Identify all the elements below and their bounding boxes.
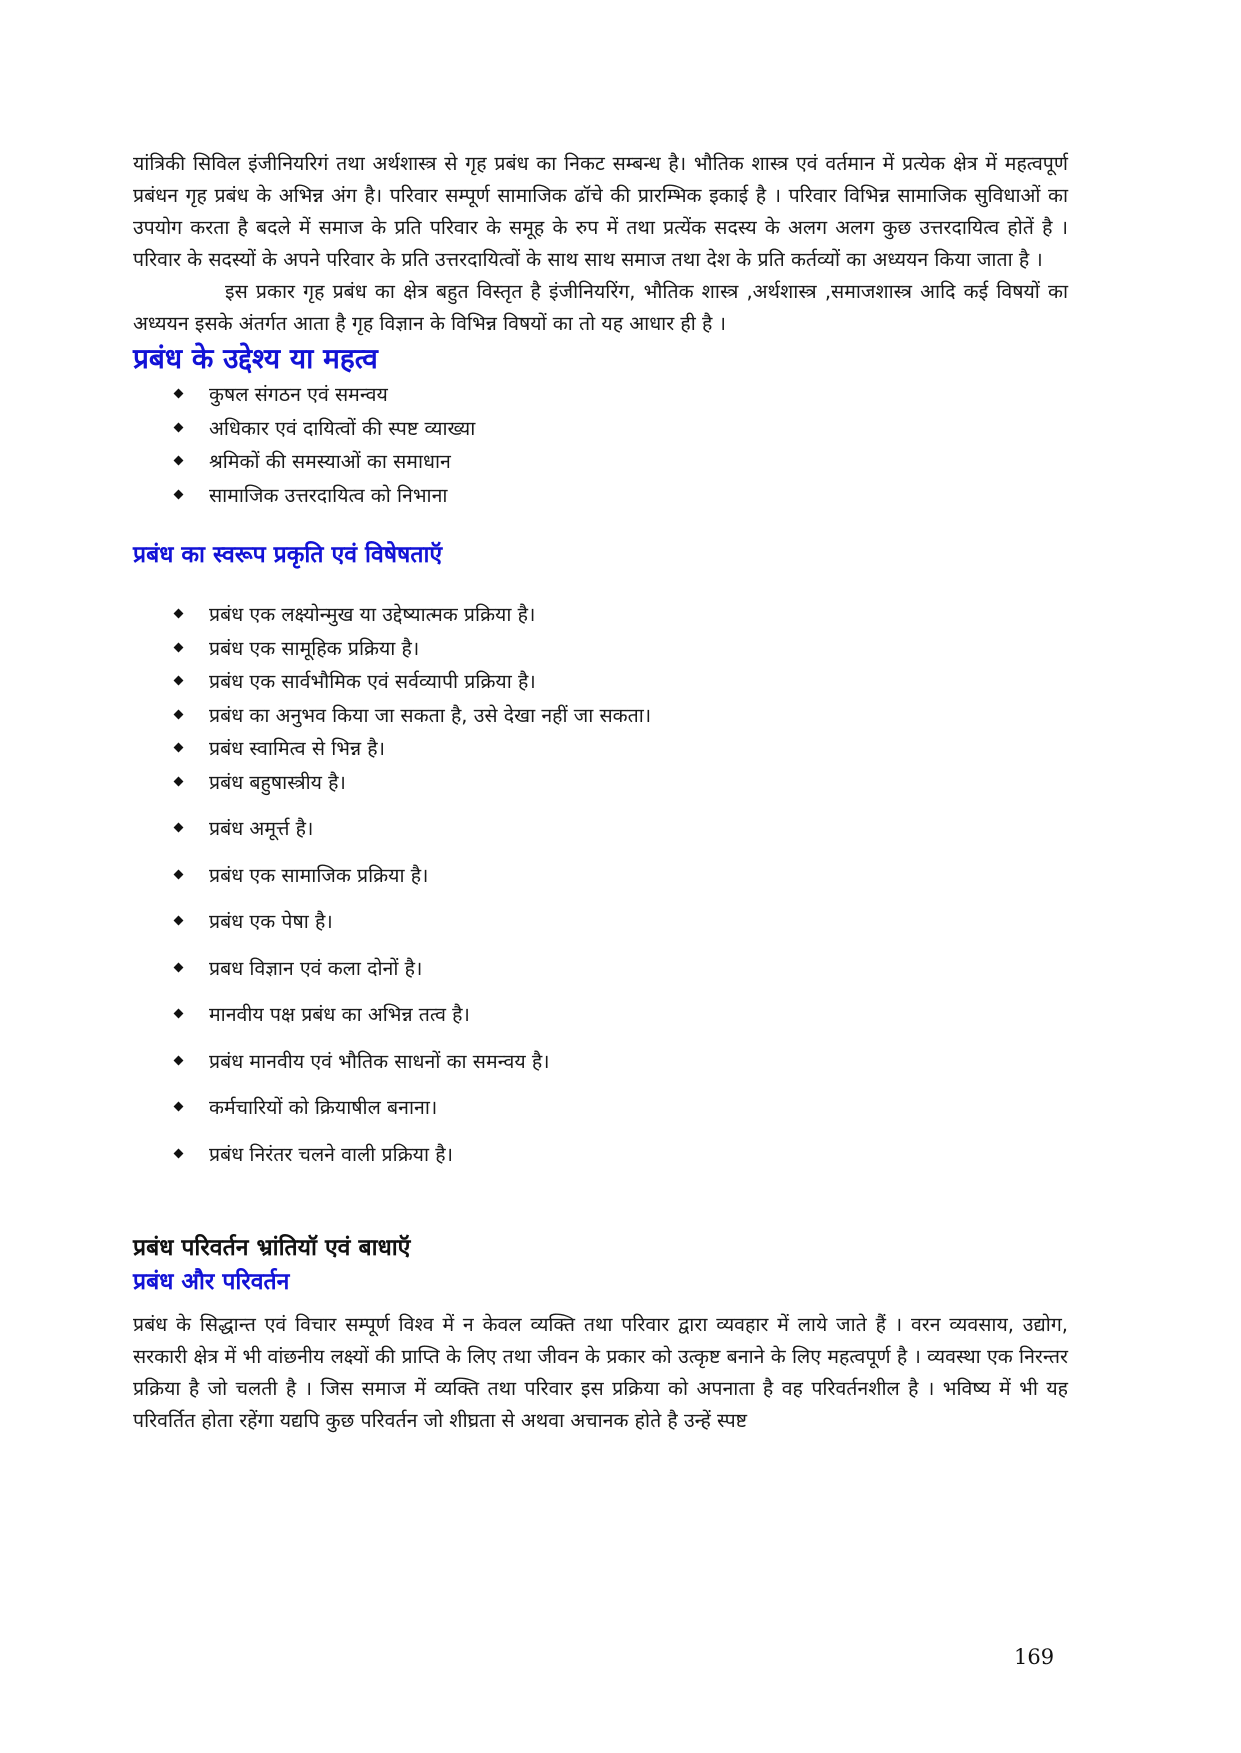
diamond-bullet-icon <box>174 916 184 926</box>
list-item <box>173 412 1068 446</box>
intro-paragraph-2-text: इस प्रकार गृह प्रबंध का क्षेत्र बहुत विस्तृत है इंजीनियरिंग, भौतिक शास्त्र ,अर्थशास्त्र ,समाजशास्त्र आदि कई विषयों का अध्ययन इसके अंतर्गत आता है गृह विज्ञान के विभिन्न विषयों का तो यह आधार ही है । <box>133 280 1068 335</box>
list-item-text: प्रबंध एक सामूहिक प्रक्रिया है। <box>209 636 420 660</box>
diamond-bullet-icon <box>174 676 184 686</box>
diamond-bullet-icon <box>174 1148 184 1158</box>
list-item <box>173 1138 1068 1172</box>
list-item <box>173 1091 1068 1125</box>
intro-paragraph-1: यांत्रिकी सिविल इंजीनियरिगं तथा अर्थशास्त्र से गृह प्रबंध का निकट सम्बन्ध है। भौतिक शास्त्र एवं वर्तमान में प्रत्येक क्षेत्र में महत्वपूर्ण प्रबंधन गृह प्रबंध के अभिन्न अंग है। परिवार सम्पूर्ण सामाजिक ढॉचे की प्रारम्भिक इकाई है । परिवार विभिन्न सामाजिक सुविधाओं का उपयोग करता है बदले में समाज के प्रति परिवार के समूह के रुप में तथा प्रत्येंक सदस्य के अलग अलग कुछ उत्तरदायित्व होतें है । परिवार के सदस्यों के अपने परिवार के प्रति उत्तरदायित्वों के साथ साथ समाज तथा देश के प्रति कर्तव्यों का अध्ययन किया जाता है । <box>133 152 1068 271</box>
list-item-text: सामाजिक उत्तरदायित्व को निभाना <box>209 483 448 507</box>
list-item-text: प्रबंध निरंतर चलने वाली प्रक्रिया है। <box>209 1142 453 1166</box>
diamond-bullet-icon <box>174 869 184 879</box>
list-item <box>173 378 1068 412</box>
diamond-bullet-icon <box>174 456 184 466</box>
diamond-bullet-icon <box>174 642 184 652</box>
list-item-text: प्रबंध एक सामाजिक प्रक्रिया है। <box>209 863 429 887</box>
list-item <box>173 905 1068 939</box>
list-item <box>173 445 1068 479</box>
list-item-text: प्रबंध एक लक्ष्योन्मुख या उद्देष्यात्मक प्रक्रिया है। <box>209 603 536 626</box>
list-item-text: प्रबंध एक सार्वभौमिक एवं सर्वव्यापी प्रक्रिया है। <box>209 670 536 693</box>
page-number: 169 <box>1014 1645 1055 1669</box>
objectives-list <box>133 378 1068 512</box>
list-item-text: प्रबंध अमूर्त्त है। <box>209 817 314 840</box>
diamond-bullet-icon <box>174 609 184 619</box>
diamond-bullet-icon <box>174 489 184 499</box>
diamond-bullet-icon <box>174 422 184 432</box>
intro-paragraph-2 <box>133 276 1068 340</box>
diamond-bullet-icon <box>174 709 184 719</box>
list-item <box>173 732 1068 766</box>
list-item-text: प्रबंध एक पेषा है। <box>209 910 333 933</box>
section-subheading-change: प्रबंध और परिवर्तन <box>133 1269 290 1295</box>
list-item <box>173 479 1068 513</box>
list-item-text: मानवीय पक्ष प्रबंध का अभिन्न तत्व है। <box>209 1003 470 1026</box>
list-item <box>173 699 1068 733</box>
list-item <box>173 998 1068 1032</box>
section-heading-objectives: प्रबंध के उद्देश्य या महत्व <box>133 342 378 375</box>
list-item-text: श्रमिकों की समस्याओं का समाधान <box>209 450 451 473</box>
change-paragraph: प्रबंध के सिद्धान्त एवं विचार सम्पूर्ण विश्व में न केवल व्यक्ति तथा परिवार द्वारा व्यवहार में लाये जाते हैं । वरन व्यवसाय, उद्योग, सरकारी क्षेत्र में भी वांछनीय लक्ष्यों की प्राप्ति के लिए तथा जीवन के प्रकार को उत्कृष्ट बनाने के लिए महत्वपूर्ण है । व्यवस्था एक निरन्तर प्रक्रिया है जो चलती है । जिस समाज में व्यक्ति तथा परिवार इस प्रक्रिया को अपनाता है वह परिवर्तनशील है । भविष्य में भी यह परिवर्तित होता रहेंगा यद्यपि कुछ परिवर्तन जो शीघ्रता से अथवा अचानक होते है उन्हें स्पष्ट <box>133 1313 1068 1432</box>
list-item <box>173 859 1068 893</box>
diamond-bullet-icon <box>174 962 184 972</box>
page-content <box>133 148 1068 1437</box>
diamond-bullet-icon <box>174 389 184 399</box>
list-item <box>173 598 1068 632</box>
list-item-text: प्रबध विज्ञान एवं कला दोनों है। <box>209 956 423 980</box>
list-item <box>173 632 1068 666</box>
list-item <box>173 812 1068 846</box>
list-item <box>173 766 1068 800</box>
list-item <box>173 1045 1068 1079</box>
list-item-text: कर्मचारियों को क्रियाषील बनाना। <box>209 1096 438 1119</box>
list-item <box>173 952 1068 986</box>
diamond-bullet-icon <box>174 776 184 786</box>
list-item-text: प्रबंध स्वामित्व से भिन्न है। <box>209 737 386 760</box>
list-item-text: प्रबंध मानवीय एवं भौतिक साधनों का समन्वय है। <box>209 1049 550 1073</box>
nature-list <box>133 598 1068 1171</box>
diamond-bullet-icon <box>174 743 184 753</box>
diamond-bullet-icon <box>174 1102 184 1112</box>
list-item <box>173 665 1068 699</box>
list-item-text: कुषल संगठन एवं समन्वय <box>209 383 388 406</box>
list-item-text: प्रबंध का अनुभव किया जा सकता है, उसे देखा नहीं जा सकता। <box>209 703 652 727</box>
diamond-bullet-icon <box>174 1055 184 1065</box>
diamond-bullet-icon <box>174 1009 184 1019</box>
list-item-text: अधिकार एवं दायित्वों की स्पष्ट व्याख्या <box>209 416 476 440</box>
section-heading-change-obstacles: प्रबंध परिवर्तन भ्रांतियॉ एवं बाधाऍ <box>133 1235 411 1261</box>
diamond-bullet-icon <box>174 823 184 833</box>
section-heading-nature: प्रबंध का स्वरूप प्रकृति एवं विषेषताऍ <box>133 542 443 568</box>
list-item-text: प्रबंध बहुषास्त्रीय है। <box>209 770 346 794</box>
